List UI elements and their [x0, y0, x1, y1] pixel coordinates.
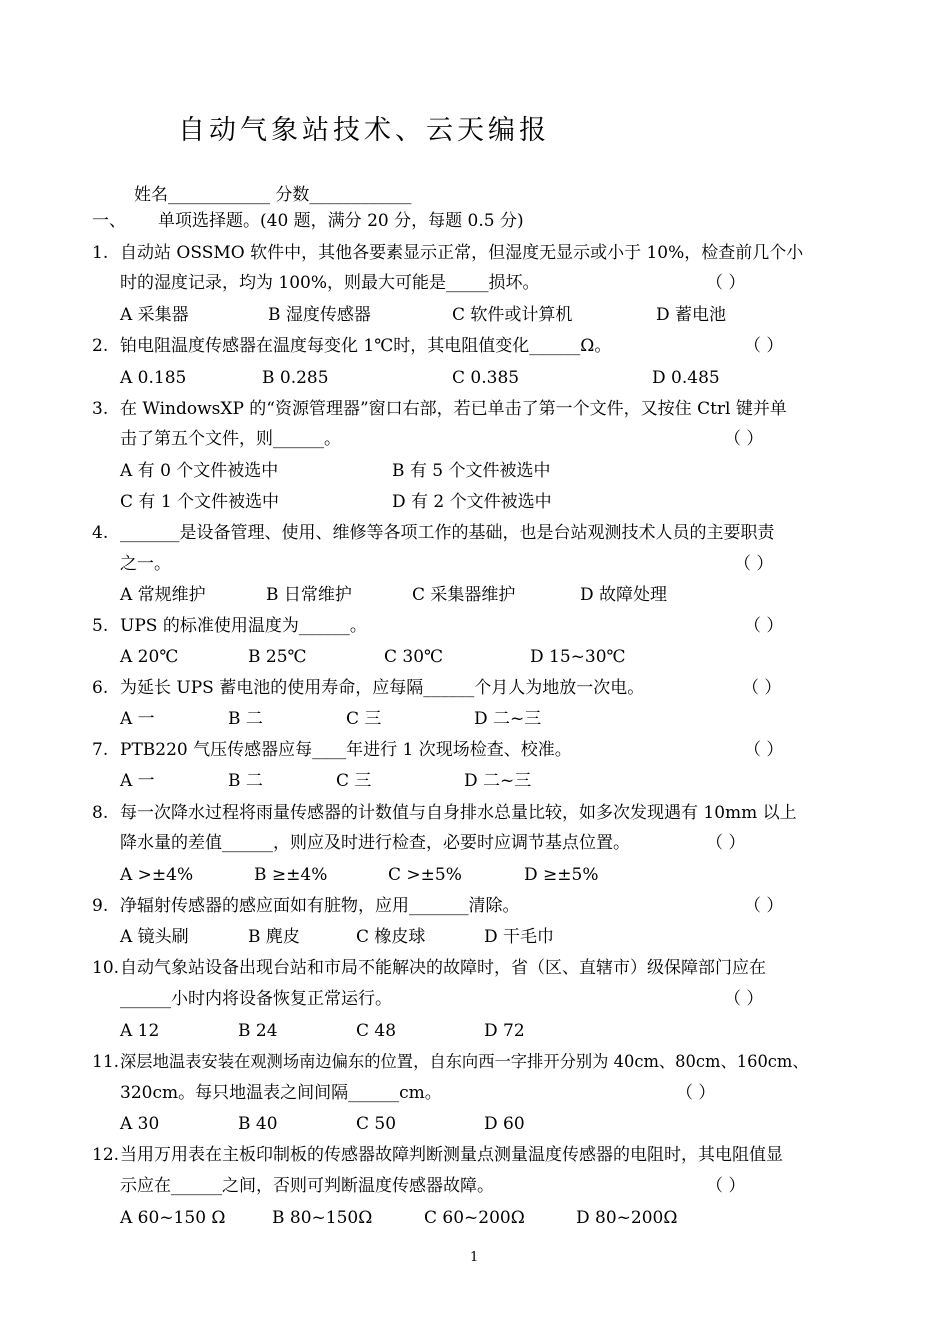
- option-d: D 二~三: [464, 771, 532, 791]
- question-text: 每一次降水过程将雨量传感器的计数值与自身排水总量比较，如多次发现遇有 10mm 以上: [120, 803, 797, 823]
- option-c: C 有 1 个文件被选中: [120, 492, 280, 512]
- question-text: PTB220 气压传感器应每____年进行 1 次现场检查、校准。: [120, 740, 572, 760]
- option-c: C 采集器维护: [412, 585, 516, 605]
- option-b: B 二: [228, 709, 263, 729]
- page-number: 1: [470, 1250, 479, 1265]
- question-text: UPS 的标准使用温度为______。: [120, 616, 367, 636]
- answer-blank: （ ）: [706, 1176, 746, 1196]
- option-b: B 24: [238, 1021, 278, 1041]
- option-a: A 12: [120, 1021, 160, 1041]
- question-text: 当用万用表在主板印制板的传感器故障判断测量点测量温度传感器的电阻时，其电阻值显: [120, 1145, 783, 1165]
- option-c: C 60~200Ω: [424, 1208, 525, 1228]
- question-text: ______小时内将设备恢复正常运行。: [120, 989, 392, 1009]
- option-b: B 湿度传感器: [268, 305, 371, 325]
- question-number: 8.: [92, 803, 109, 823]
- question-text: 时的湿度记录，均为 100%，则最大可能是_____损坏。: [120, 273, 540, 293]
- question-text: 之一。: [120, 554, 171, 574]
- question-text: 为延长 UPS 蓄电池的使用寿命，应每隔______个月人为地放一次电。: [120, 678, 645, 698]
- option-c: C 三: [336, 771, 372, 791]
- question-number: 3.: [92, 399, 109, 419]
- question-number: 12.: [92, 1145, 120, 1165]
- question-number: 5.: [92, 616, 109, 636]
- option-a: A 0.185: [120, 368, 187, 388]
- question-number: 9.: [92, 896, 109, 916]
- option-c: C 48: [356, 1021, 397, 1041]
- question-number: 7.: [92, 740, 109, 760]
- option-a: A 一: [120, 771, 155, 791]
- option-d: D 干毛巾: [484, 927, 555, 947]
- option-c: C >±5%: [388, 865, 462, 885]
- name-score-line: 姓名____________ 分数____________: [134, 185, 412, 205]
- question-number: 2.: [92, 336, 109, 356]
- option-c: C 30℃: [384, 647, 444, 667]
- option-a: A 30: [120, 1114, 160, 1134]
- option-d: D 60: [484, 1114, 525, 1134]
- option-d: D 有 2 个文件被选中: [392, 492, 552, 512]
- question-text: 深层地温表安装在观测场南边偏东的位置，自东向西一字排开分别为 40cm、80cm、160cm、: [120, 1052, 809, 1071]
- question-number: 1.: [92, 243, 109, 263]
- page-title: 自动气象站技术、云天编报: [178, 115, 550, 146]
- question-text: 降水量的差值______，则应及时进行检查，必要时应调节基点位置。: [120, 833, 630, 853]
- option-b: B 80~150Ω: [272, 1208, 373, 1228]
- option-a: A 一: [120, 709, 155, 729]
- question-text: 铂电阻温度传感器在温度每变化 1℃时，其电阻值变化______Ω。: [120, 336, 612, 356]
- answer-blank: （ ）: [742, 678, 782, 698]
- option-c: C 橡皮球: [356, 927, 426, 947]
- question-text: 在 WindowsXP 的“资源管理器”窗口右部，若已单击了第一个文件，又按住 Ctrl 键并单: [120, 399, 787, 419]
- question-text: _______是设备管理、使用、维修等各项工作的基础，也是台站观测技术人员的主要职责: [120, 523, 775, 543]
- question-number: 4.: [92, 523, 109, 543]
- question-number: 6.: [92, 678, 109, 698]
- answer-blank: （ ）: [724, 429, 764, 449]
- option-b: B ≥±4%: [254, 865, 328, 885]
- option-d: D 15~30℃: [530, 647, 626, 667]
- section-number: 一、: [92, 211, 126, 231]
- question-text: 击了第五个文件，则______。: [120, 429, 341, 449]
- option-d: D 故障处理: [580, 585, 668, 605]
- option-b: B 二: [228, 771, 263, 791]
- option-b: B 40: [238, 1114, 278, 1134]
- option-c: C 软件或计算机: [452, 305, 573, 325]
- question-text: 示应在______之间，否则可判断温度传感器故障。: [120, 1176, 494, 1196]
- answer-blank: （ ）: [744, 336, 784, 356]
- option-c: C 三: [346, 709, 382, 729]
- question-text: 净辐射传感器的感应面如有脏物，应用_______清除。: [120, 896, 520, 916]
- option-a: A 常规维护: [120, 585, 206, 605]
- answer-blank: （ ）: [706, 833, 746, 853]
- answer-blank: （ ）: [744, 896, 784, 916]
- option-c: C 0.385: [452, 368, 520, 388]
- option-a: A 60~150 Ω: [120, 1208, 226, 1228]
- option-a: A 镜头刷: [120, 927, 189, 947]
- option-c: C 50: [356, 1114, 397, 1134]
- option-d: D 二~三: [474, 709, 542, 729]
- question-number: 11.: [92, 1052, 120, 1072]
- option-b: B 有 5 个文件被选中: [392, 461, 551, 481]
- section-heading: 单项选择题。(40 题，满分 20 分，每题 0.5 分): [158, 211, 524, 231]
- option-d: D 0.485: [652, 368, 720, 388]
- answer-blank: （ ）: [744, 740, 784, 760]
- option-d: D ≥±5%: [524, 865, 599, 885]
- answer-blank: （ ）: [744, 616, 784, 636]
- option-a: A >±4%: [120, 865, 194, 885]
- option-a: A 采集器: [120, 305, 189, 325]
- answer-blank: （ ）: [676, 1083, 716, 1103]
- option-b: B 0.285: [262, 368, 329, 388]
- option-d: D 80~200Ω: [576, 1208, 678, 1228]
- question-number: 10.: [92, 958, 120, 978]
- option-a: A 有 0 个文件被选中: [120, 461, 279, 481]
- option-b: B 25℃: [248, 647, 307, 667]
- option-b: B 日常维护: [266, 585, 352, 605]
- question-text: 320cm。每只地温表之间间隔______cm。: [120, 1083, 442, 1103]
- answer-blank: （ ）: [706, 273, 746, 293]
- question-text: 自动气象站设备出现台站和市局不能解决的故障时，省（区、直辖市）级保障部门应在: [120, 958, 766, 978]
- question-text: 自动站 OSSMO 软件中，其他各要素显示正常，但湿度无显示或小于 10%，检查前几个小: [120, 243, 804, 263]
- option-a: A 20℃: [120, 647, 179, 667]
- option-d: D 72: [484, 1021, 525, 1041]
- option-d: D 蓄电池: [656, 305, 727, 325]
- answer-blank: （ ）: [724, 989, 764, 1009]
- option-b: B 麂皮: [248, 927, 300, 947]
- answer-blank: （ ）: [734, 554, 774, 574]
